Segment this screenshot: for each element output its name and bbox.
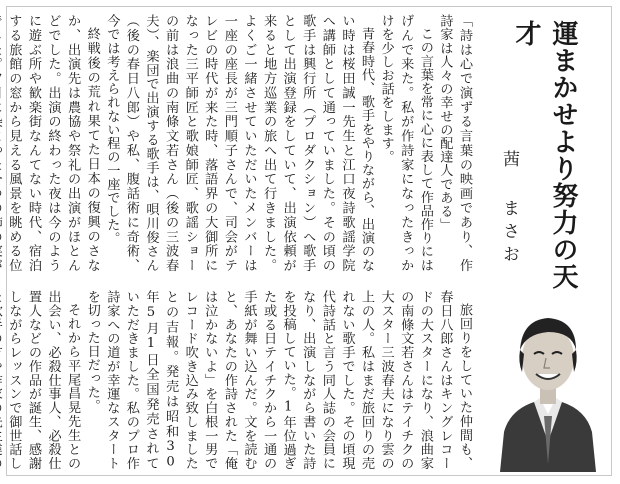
article-paragraph: 「詩は心で演ずる言葉の映画であり、作詩家は人々の幸せの配達人である」 bbox=[437, 14, 472, 272]
author-name: 茜 まさお bbox=[499, 150, 519, 268]
article-paragraph: この言葉を常に心に表して作品作りにはげんで来た。私が作詩家になったきっかけを少しお話をします。 bbox=[378, 14, 433, 272]
article-body bbox=[0, 14, 474, 272]
article-paragraph: 旅回りをしていた仲間も、春日八郎さんはキングレコードの大スターになり、浪曲家の南條文若さんはテイチクの大スター三波春夫になり雲の上の人。私はまだ旅回りの売れない歌手でした。その頃現代詩話と言う同人誌の会員になり、出演しながら書いた詩を投稿していた。1年位過ぎた或る日テイチクから一通の手紙が舞い込んだ。文を読むと、あなたの作詩された「俺は泣かないよ」を白根一男でレコード吹き込み致しましたとの吉報。発売は昭和30年5月1日全国発売されていただきました。私のプロ作詩家への道が幸運なスタートを切った日だった。 bbox=[84, 290, 472, 470]
article-title: 運まかせより努力の天才 bbox=[511, 20, 578, 290]
article-paragraph: それから平尾昌晃先生との出会い、必殺仕事人、必殺仕置人などの作品が誕生、感謝しながらレッスンで御世話し bbox=[6, 290, 81, 470]
article-body-continued bbox=[0, 290, 474, 470]
article-paragraph: 青春時代、歌手をやりながら、出演のない時は桜田誠一先生と江口夜詩歌謡学院へ講師として通っていました。その頃の歌手は興行所（プロダクション）へ歌手として出演登録をしていて、出演依頼が来ると地方巡業の旅へ出て行きました。よくご一緒させていただいたメンバーは一座の座長が三門順子さんで、司会がテレビの時代が来た時、落語界の大御所になった三平師匠と歌娘師匠、歌謡ショーの前は浪曲の南條文若さん（後の三波春夫）、楽団で出演する歌手は、唄川俊さん（後の春日八郎）や私、腹話術に奇術、今では考えられない程の一座でした。 bbox=[104, 14, 375, 272]
author-portrait bbox=[494, 292, 602, 472]
article-paragraph: 終戦後の荒れ果てた日本の復興のさなか、出演先は農協や祭礼の出演がほとんどでした。出演の終わった夜は今のように遊ぶ所や歓楽街なんてない時代、宿泊する旅館の窓から見える風景を眺める位 bbox=[6, 14, 100, 272]
